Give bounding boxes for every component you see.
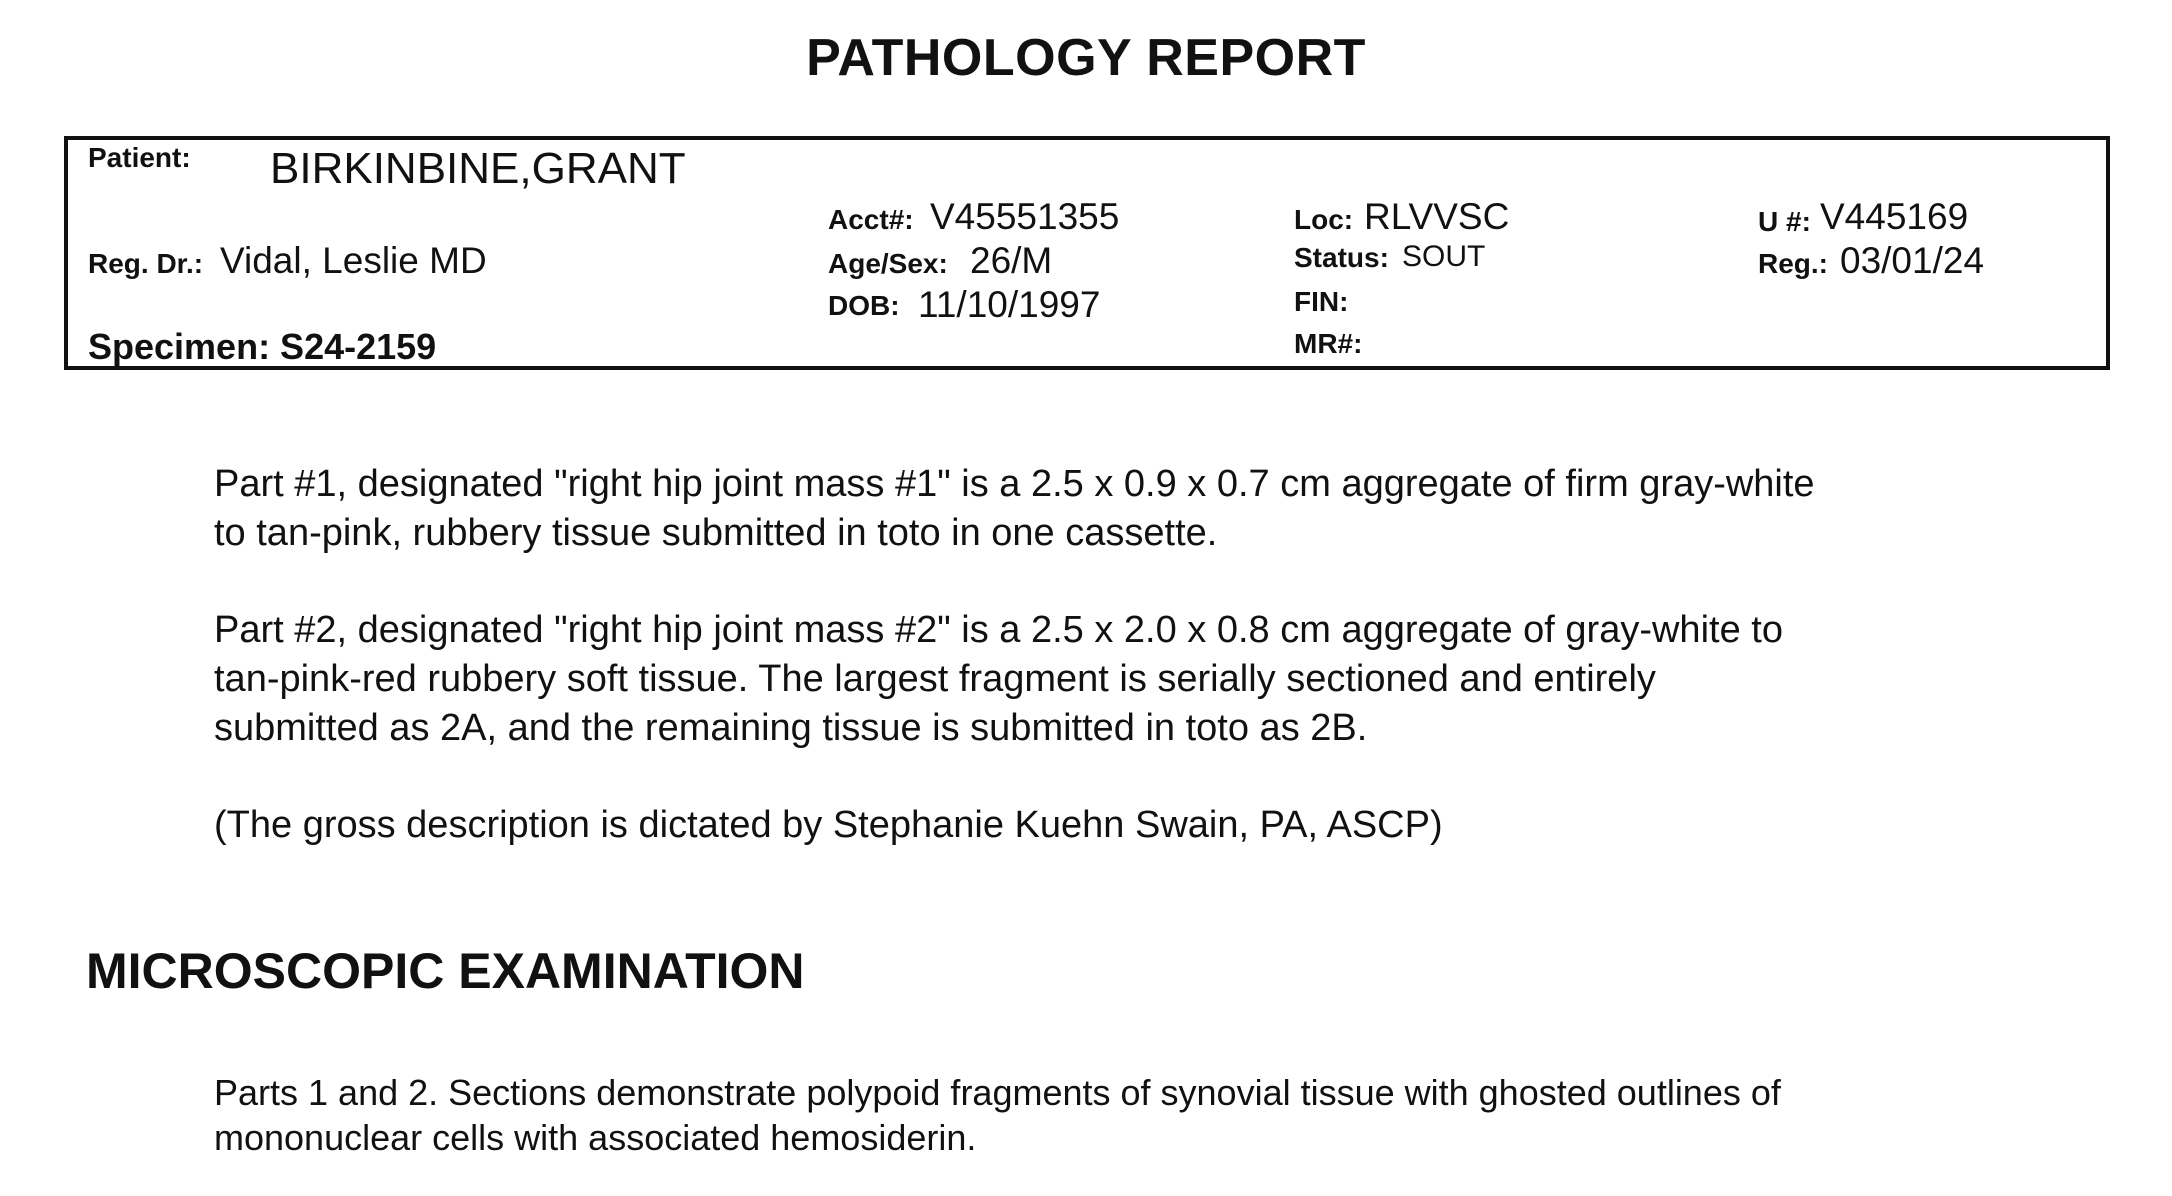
age-sex-value: 26/M — [970, 240, 1053, 281]
u-number-label: U #: — [1758, 206, 1811, 237]
status-label: Status: — [1294, 242, 1389, 273]
patient-label: Patient: — [88, 142, 191, 173]
reg-date-value: 03/01/24 — [1840, 240, 1985, 281]
reg-date-label: Reg.: — [1758, 248, 1828, 279]
gross-description-part2: Part #2, designated "right hip joint mass #2" is a 2.5 x 2.0 x 0.8 cm aggregate of gray-white to tan-pink-red rubbery soft tissue. The largest fragment is serially sectioned and entirely submitted as 2A, and the remaining tissue is submitted in toto as 2B. — [214, 609, 1783, 749]
gross-description-part1: Part #1, designated "right hip joint mass #1" is a 2.5 x 0.9 x 0.7 cm aggregate of firm gray-white to tan-pink, rubbery tissue submitted in toto in one cassette. — [214, 463, 1815, 554]
mr-label: MR#: — [1294, 328, 1363, 359]
acct-label: Acct#: — [828, 204, 914, 235]
loc-label: Loc: — [1294, 204, 1354, 235]
dob-value: 11/10/1997 — [918, 284, 1101, 325]
u-number-value: V445169 — [1820, 196, 1969, 237]
patient-name: BIRKINBINE,GRANT — [270, 144, 686, 193]
specimen-id: Specimen: S24-2159 — [88, 326, 437, 367]
dob-label: DOB: — [828, 290, 900, 321]
report-title: PATHOLOGY REPORT — [806, 29, 1366, 87]
loc-value: RLVVSC — [1364, 196, 1510, 237]
microscopic-heading: MICROSCOPIC EXAMINATION — [86, 943, 805, 999]
reg-dr-value: Vidal, Leslie MD — [220, 240, 487, 281]
acct-value: V45551355 — [930, 196, 1120, 237]
microscopic-description: Parts 1 and 2. Sections demonstrate polypoid fragments of synovial tissue with ghosted outlines of mononuclear cells with associated hemosiderin. — [214, 1072, 1781, 1158]
gross-dictation-note: (The gross description is dictated by Stephanie Kuehn Swain, PA, ASCP) — [214, 804, 1443, 846]
status-value: SOUT — [1402, 240, 1486, 273]
reg-dr-label: Reg. Dr.: — [88, 248, 204, 279]
age-sex-label: Age/Sex: — [828, 248, 948, 279]
patient-header-box — [64, 136, 2110, 370]
fin-label: FIN: — [1294, 286, 1349, 317]
